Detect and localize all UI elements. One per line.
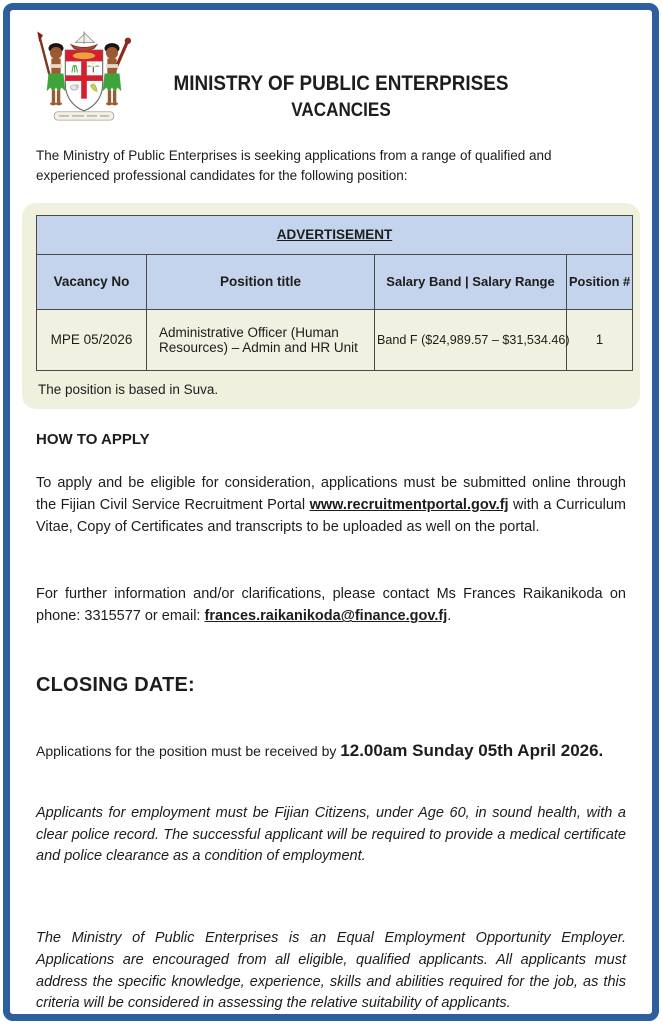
apply-text-before-link: To apply and be eligible for consideration, applications must be submitted online through the Fijian Civil Service Recruitment Portal bbox=[36, 474, 626, 513]
table-title-cell bbox=[37, 215, 633, 254]
header-titles bbox=[140, 72, 652, 122]
location-note: The position is based in Suva. bbox=[38, 381, 219, 397]
how-to-apply-heading: HOW TO APPLY bbox=[36, 430, 150, 448]
cell-vacancy-no: MPE 05/2026 bbox=[37, 309, 147, 370]
col-header-salary: Salary Band | Salary Range bbox=[375, 254, 567, 309]
page-frame bbox=[3, 3, 659, 1021]
ministry-title: MINISTRY OF PUBLIC ENTERPRISES bbox=[173, 72, 509, 95]
contact-paragraph bbox=[36, 583, 626, 628]
col-header-position-count: Position # bbox=[567, 254, 633, 309]
table-title-text: ADVERTISEMENT bbox=[276, 227, 393, 242]
closing-text: Applications for the position must be received by bbox=[36, 742, 341, 759]
cell-position-title: Administrative Officer (Human Resources) – Admin and HR Unit bbox=[147, 309, 375, 370]
apply-text-after-link: with a Curriculum Vitae, Copy of Certificates and transcripts to be uploaded as well on the portal. bbox=[36, 496, 626, 536]
col-header-position-title: Position title bbox=[147, 254, 375, 309]
document-content bbox=[10, 24, 652, 1021]
recruitment-portal-link[interactable]: www.recruitmentportal.gov.fj bbox=[309, 496, 509, 513]
table-title-row bbox=[37, 215, 633, 254]
contact-text-before-email: For further information and/or clarifications, please contact Ms Frances Raikanikoda on phone: 3315577 or email: bbox=[36, 585, 626, 625]
fiji-coat-of-arms-logo bbox=[28, 24, 140, 136]
equal-opportunity-note: The Ministry of Public Enterprises is an Equal Employment Opportunity Employer. Applications are encouraged from all eligible, qualified applicants. All applicants must address the specific knowledge, experience, skills and abilities required for the job, as this criteria will be considered in assessing the relative suitability of applicants. bbox=[36, 930, 626, 1012]
cell-salary-band: Band F ($24,989.57 – $31,534.46) bbox=[375, 309, 567, 370]
fiji-coat-of-arms-icon bbox=[28, 24, 140, 136]
closing-date-heading: CLOSING DATE: bbox=[36, 673, 195, 696]
contact-email-link[interactable]: frances.raikanikoda@finance.gov.fj bbox=[204, 608, 448, 625]
col-header-vacancy-no: Vacancy No bbox=[37, 254, 147, 309]
table-row bbox=[37, 309, 633, 370]
eligibility-note: Applicants for employment must be Fijian Citizens, under Age 60, in sound health, with a clear police record. The successful applicant will be required to provide a medical certificate and police clearance as a condition of employment. bbox=[36, 804, 626, 865]
contact-text-after-email: . bbox=[447, 608, 452, 625]
how-to-apply-paragraph bbox=[36, 472, 626, 539]
vacancies-subtitle: VACANCIES bbox=[291, 100, 391, 121]
intro-paragraph: The Ministry of Public Enterprises is seeking applications from a range of qualified and experienced professional candidates for the following position: bbox=[36, 148, 552, 184]
document-header bbox=[10, 24, 652, 136]
cell-position-count: 1 bbox=[567, 309, 633, 370]
closing-deadline: 12.00am Sunday 05th April 2026. bbox=[340, 740, 604, 760]
closing-date-line bbox=[36, 741, 626, 761]
advertisement-table bbox=[36, 215, 633, 371]
advertisement-panel bbox=[22, 203, 640, 409]
table-header-row bbox=[37, 254, 633, 309]
